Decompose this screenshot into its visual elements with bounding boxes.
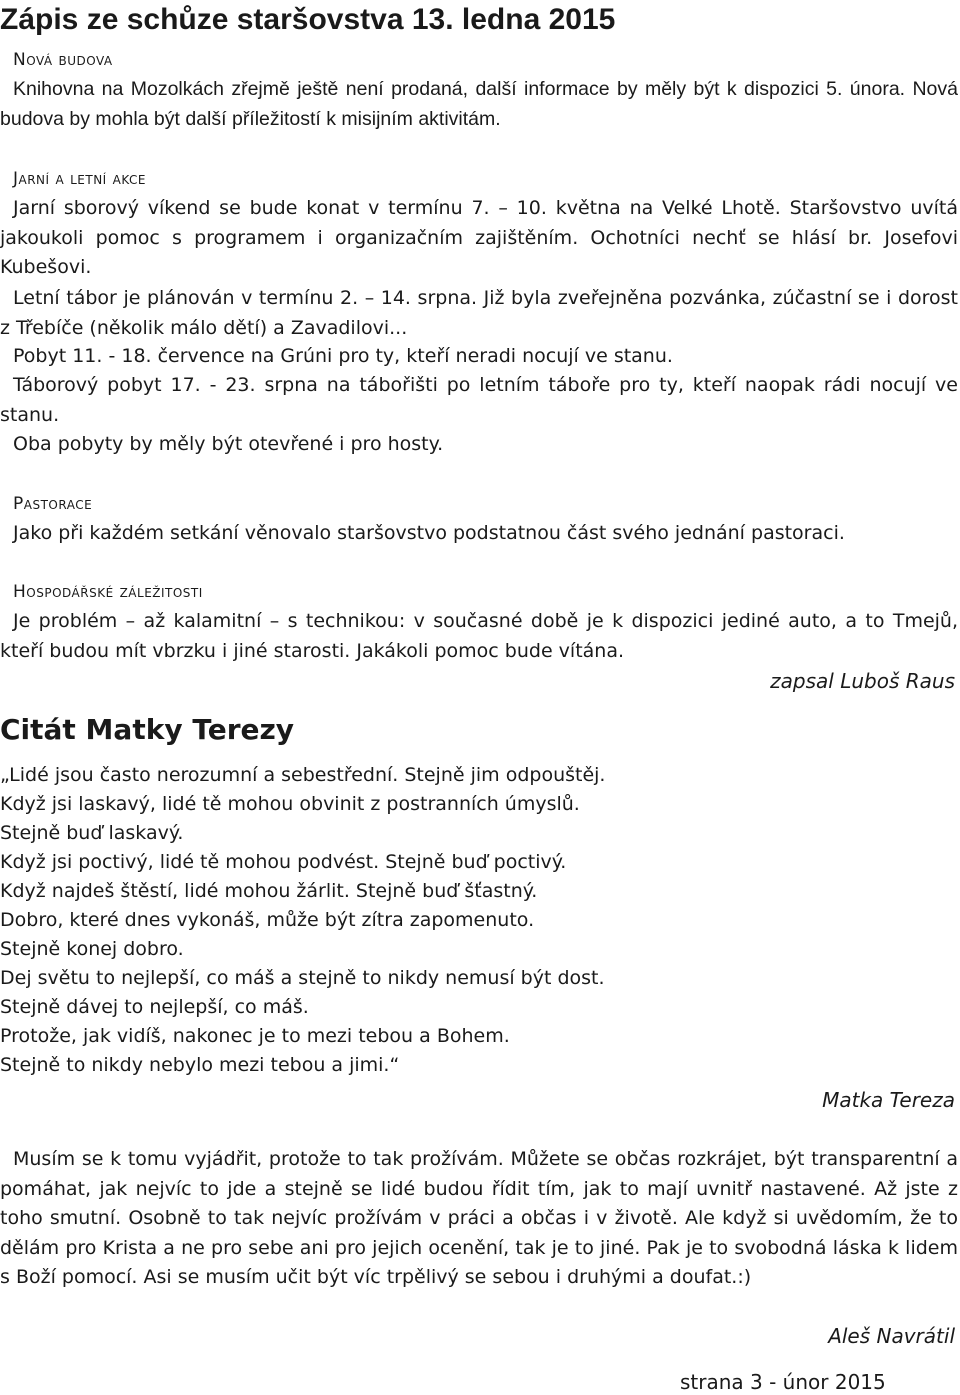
reflection-author: Aleš Navrátil xyxy=(828,1324,955,1348)
section-heading-hospodarske: Hospodářské záležitosti xyxy=(13,582,203,602)
paragraph-hospodarske: Je problém – až kalamitní – s technikou: v současné době je k dispozici jediné auto, a to Tmejů, kteří budou mít vbrzku i jiné starosti. Jakákoli pomoc bude vítána. xyxy=(0,610,958,662)
page-title: Zápis ze schůze staršovstva 13. ledna 2015 xyxy=(0,3,616,36)
section-heading-nova-budova: Nová budova xyxy=(13,50,113,70)
quote-line: Dej světu to nejlepší, co máš a stejně to nikdy nemusí být dost. xyxy=(0,967,605,989)
quote-author: Matka Tereza xyxy=(822,1088,955,1112)
paragraph-oba-pobyty: Oba pobyty by měly být otevřené i pro hosty. xyxy=(13,433,444,455)
paragraph-taborovy-pobyt: Táborový pobyt 17. - 23. srpna na tábořišti po letním táboře pro ty, kteří naopak rádi nocují ve stanu. xyxy=(0,374,958,426)
quote-line: Když najdeš štěstí, lidé mohou žárlit. Stejně buď šťastný. xyxy=(0,880,538,902)
paragraph-jarni-vikend: Jarní sborový víkend se bude konat v termínu 7. – 10. května na Velké Lhotě. Staršovstvo uvítá jakoukoli pomoc s programem i organizačním zajištěním. Ochotníci nechť se hlásí br. Josefovi Kubešovi. xyxy=(0,197,958,278)
section-heading-jarni-letni: Jarní a letní akce xyxy=(13,169,146,189)
page-footer: strana 3 - únor 2015 xyxy=(680,1370,886,1394)
paragraph-pobyt-gruni: Pobyt 11. - 18. července na Grúni pro ty, kteří neradi nocují ve stanu. xyxy=(13,345,673,367)
quote-line: Stejně buď laskavý. xyxy=(0,822,184,844)
paragraph-letni-tabor: Letní tábor je plánován v termínu 2. – 14. srpna. Již byla zveřejněna pozvánka, zúčastní se i dorost z Třebíče (několik málo dětí) a Zavadilovi... xyxy=(0,287,958,339)
quote-line: „Lidé jsou často nerozumní a sebestřední. Stejně jim odpouštěj. xyxy=(0,764,606,786)
quote-line: Protože, jak vidíš, nakonec je to mezi tebou a Bohem. xyxy=(0,1025,510,1047)
quote-line: Když jsi poctivý, lidé tě mohou podvést. Stejně buď poctivý. xyxy=(0,851,567,873)
reflection-paragraph: Musím se k tomu vyjádřit, protože to tak prožívám. Můžete se občas rozkrájet, být transparentní a pomáhat, jak nejvíc to jde a stejně se lidé budou řídit tím, jak to mají uvnitř nastavené. Až jste z toho smutní. Osobně to tak nejvíc prožívám v práci a občas i v životě. Ale když si uvědomím, že to dělám pro Krista a ne pro sebe ani pro jejich ocenění, tak je to jiné. Pak je to svobodná láska k lidem s Boží pomocí. Asi se musím učit být víc trpělivý se sebou i druhými a doufat.:) xyxy=(0,1148,958,1288)
quote-line: Stejně konej dobro. xyxy=(0,938,184,960)
quote-section-title: Citát Matky Terezy xyxy=(0,713,295,746)
quote-line: Stejně dávej to nejlepší, co máš. xyxy=(0,996,309,1018)
paragraph-nova-budova: Knihovna na Mozolkách zřejmě ještě není prodaná, další informace by měly být k dispozici 5. února. Nová budova by mohla být další příležitostí k misijním aktivitám. xyxy=(0,78,958,130)
quote-line: Dobro, které dnes vykonáš, může být zítra zapomenuto. xyxy=(0,909,535,931)
minutes-signature: zapsal Luboš Raus xyxy=(770,669,955,693)
quote-line: Když jsi laskavý, lidé tě mohou obvinit z postranních úmyslů. xyxy=(0,793,580,815)
paragraph-pastorace: Jako při každém setkání věnovalo staršovstvo podstatnou část svého jednání pastoraci. xyxy=(13,522,845,544)
quote-line: Stejně to nikdy nebylo mezi tebou a jimi.“ xyxy=(0,1054,400,1076)
section-heading-pastorace: Pastorace xyxy=(13,494,93,514)
